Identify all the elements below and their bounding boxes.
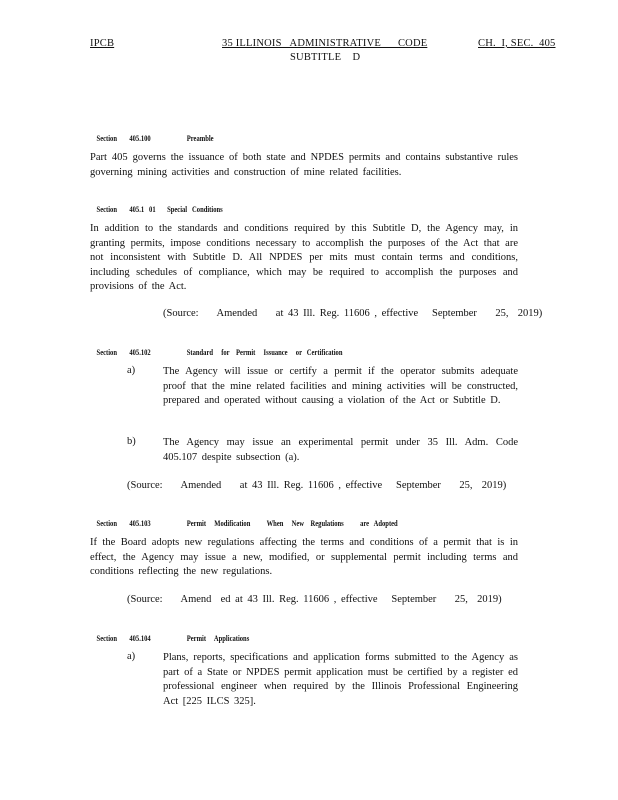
section-number: 405.103 <box>129 519 151 528</box>
section-body: If the Board adopts new regulations affecting the terms and conditions of a permit that is in effect, the Agency may issue a new, modified, or supplemental permit including terms and conditions reflecting the new regulations. <box>90 537 518 577</box>
section-title: Permit Applications <box>186 634 250 643</box>
list-item-text: The Agency will issue or certify a permit if the operator submits adequate proof that the mine related facilities and mining activities will be constructed, prepared and operated without causing a violation of the Act or Subtitle D. <box>163 366 518 406</box>
section-heading <box>90 125 214 152</box>
source-note: (Source: Amended at 43 Ill. Reg. 11606 , effective September 25, 2019) <box>127 480 507 491</box>
section-number: 405.1 01 <box>129 205 156 214</box>
list-item-label: a) <box>127 651 136 662</box>
source-note: (Source: Amend ed at 43 Ill. Reg. 11606 , effective September 25, 2019) <box>127 594 502 605</box>
section-title: Preamble <box>186 134 214 143</box>
source-note: (Source: Amended at 43 Ill. Reg. 11606 , effective September 25, 2019) <box>163 308 543 319</box>
section-number: 405.104 <box>129 634 151 643</box>
section-heading <box>90 625 249 652</box>
section-title: Standard for Permit Issuance or Certification <box>186 348 343 357</box>
section-number: 405.100 <box>129 134 151 143</box>
section-label: Section <box>96 519 117 528</box>
list-item-text: Plans, reports, specifications and application forms submitted to the Agency as part of a State or NPDES permit application must be certified by a register ed professional engineer when required by the Illinois Professional Engineering Act [225 ILCS 325]. <box>163 652 518 707</box>
section-label: Section <box>96 348 117 357</box>
header-subtitle: SUBTITLE D <box>290 52 361 63</box>
section-heading <box>90 510 398 537</box>
section-heading <box>90 339 342 366</box>
header-agency: IPCB <box>90 38 115 49</box>
list-item-label: b) <box>127 436 136 447</box>
header-chapter-section: CH. I, SEC. 405 <box>478 38 556 49</box>
section-label: Section <box>96 134 117 143</box>
header-code-title: 35 ILLINOIS ADMINISTRATIVE CODE <box>222 38 428 49</box>
list-item-text: The Agency may issue an experimental permit under 35 Ill. Adm. Code 405.107 despite subsection (a). <box>163 437 518 463</box>
section-body: In addition to the standards and conditions required by this Subtitle D, the Agency may, in granting permits, impose conditions necessary to accomplish the purposes of the Act that are not inconsistent with Subtitle D. All NPDES per mits must contain terms and conditions, including schedules of compliance, which may be required to accomplish the purposes and provisions of the Act. <box>90 223 518 292</box>
section-body: Part 405 governs the issuance of both state and NPDES permits and contains substantive rules governing mining activities and construction of mine related facilities. <box>90 152 518 178</box>
list-item-label: a) <box>127 365 136 376</box>
section-number: 405.102 <box>129 348 151 357</box>
section-title: Special Conditions <box>167 205 223 214</box>
section-label: Section <box>96 205 117 214</box>
section-label: Section <box>96 634 117 643</box>
section-title: Permit Modification When New Regulations are Adopted <box>186 519 398 528</box>
section-heading <box>90 196 223 223</box>
